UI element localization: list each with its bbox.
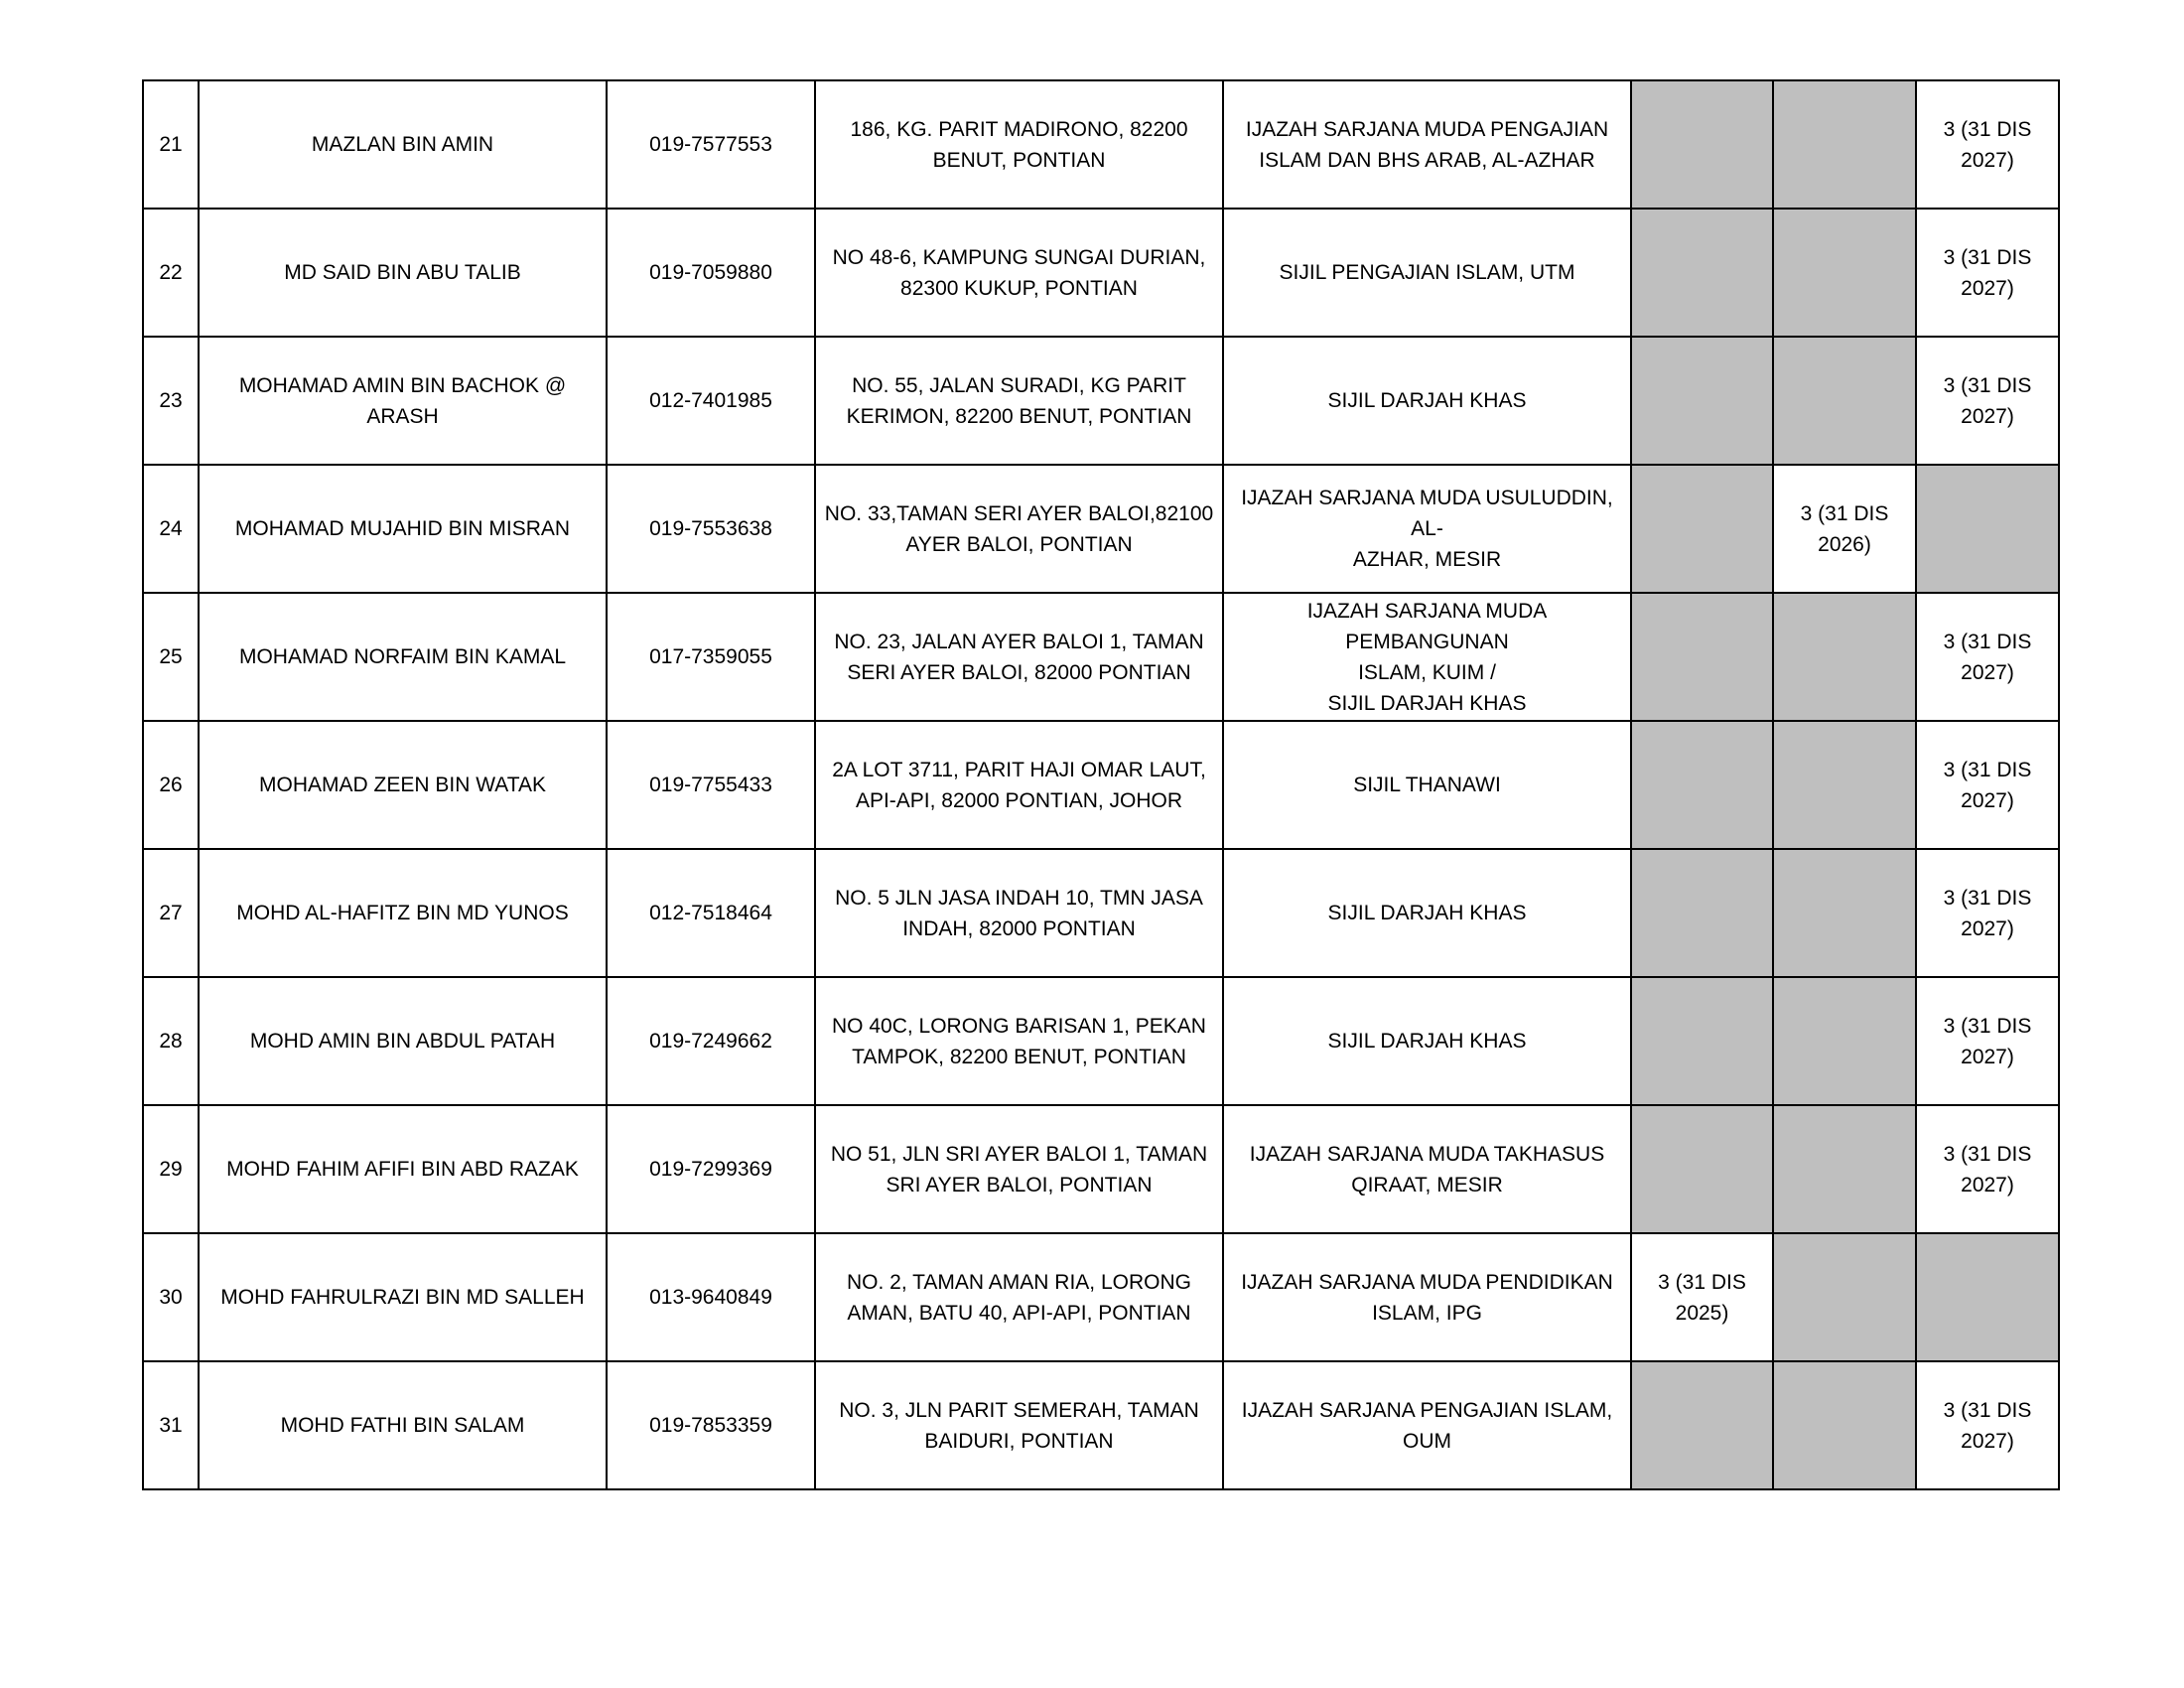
qualification: SIJIL PENGAJIAN ISLAM, UTM — [1223, 209, 1631, 337]
row-number: 27 — [143, 849, 199, 977]
term-2025-cell: 3 (31 DIS 2025) — [1631, 1233, 1773, 1361]
term-2026-cell — [1773, 721, 1916, 849]
member-name: MD SAID BIN ABU TALIB — [199, 209, 607, 337]
table-row — [143, 80, 2059, 209]
qualification: IJAZAH SARJANA PENGAJIAN ISLAM, OUM — [1223, 1361, 1631, 1489]
member-name: MOHD FATHI BIN SALAM — [199, 1361, 607, 1489]
member-name: MOHD FAHIM AFIFI BIN ABD RAZAK — [199, 1105, 607, 1233]
qualification: SIJIL DARJAH KHAS — [1223, 977, 1631, 1105]
qualification: IJAZAH SARJANA MUDA TAKHASUS QIRAAT, MESIR — [1223, 1105, 1631, 1233]
qualification: IJAZAH SARJANA MUDA PENGAJIAN ISLAM DAN BHS ARAB, AL-AZHAR — [1223, 80, 1631, 209]
qualification: SIJIL DARJAH KHAS — [1223, 337, 1631, 465]
term-2027-cell — [1916, 465, 2059, 593]
row-number: 21 — [143, 80, 199, 209]
term-2027-cell: 3 (31 DIS 2027) — [1916, 593, 2059, 721]
table-row — [143, 721, 2059, 849]
table-row — [143, 465, 2059, 593]
term-2025-cell — [1631, 849, 1773, 977]
address: NO. 23, JALAN AYER BALOI 1, TAMAN SERI AYER BALOI, 82000 PONTIAN — [815, 593, 1223, 721]
term-2026-cell: 3 (31 DIS 2026) — [1773, 465, 1916, 593]
address: 186, KG. PARIT MADIRONO, 82200 BENUT, PONTIAN — [815, 80, 1223, 209]
table-row — [143, 1233, 2059, 1361]
row-number: 24 — [143, 465, 199, 593]
term-2025-cell — [1631, 721, 1773, 849]
term-2026-cell — [1773, 80, 1916, 209]
term-2027-cell: 3 (31 DIS 2027) — [1916, 209, 2059, 337]
term-2027-cell — [1916, 1233, 2059, 1361]
row-number: 23 — [143, 337, 199, 465]
table-row — [143, 593, 2059, 721]
row-number: 29 — [143, 1105, 199, 1233]
term-2025-cell — [1631, 1361, 1773, 1489]
phone-number: 019-7299369 — [607, 1105, 815, 1233]
term-2026-cell — [1773, 1361, 1916, 1489]
member-name: MOHAMAD ZEEN BIN WATAK — [199, 721, 607, 849]
term-2026-cell — [1773, 593, 1916, 721]
table-row — [143, 977, 2059, 1105]
qualification: IJAZAH SARJANA MUDA USULUDDIN, AL- AZHAR, MESIR — [1223, 465, 1631, 593]
phone-number: 019-7249662 — [607, 977, 815, 1105]
term-2027-cell: 3 (31 DIS 2027) — [1916, 1361, 2059, 1489]
qualification: SIJIL DARJAH KHAS — [1223, 849, 1631, 977]
phone-number: 019-7577553 — [607, 80, 815, 209]
row-number: 22 — [143, 209, 199, 337]
table-row — [143, 849, 2059, 977]
address: NO. 5 JLN JASA INDAH 10, TMN JASA INDAH, 82000 PONTIAN — [815, 849, 1223, 977]
qualification: IJAZAH SARJANA MUDA PEMBANGUNAN ISLAM, KUIM / SIJIL DARJAH KHAS — [1223, 593, 1631, 721]
term-2025-cell — [1631, 593, 1773, 721]
address: 2A LOT 3711, PARIT HAJI OMAR LAUT, API-API, 82000 PONTIAN, JOHOR — [815, 721, 1223, 849]
address: NO. 55, JALAN SURADI, KG PARIT KERIMON, 82200 BENUT, PONTIAN — [815, 337, 1223, 465]
term-2025-cell — [1631, 337, 1773, 465]
term-2025-cell — [1631, 209, 1773, 337]
phone-number: 019-7059880 — [607, 209, 815, 337]
term-2027-cell: 3 (31 DIS 2027) — [1916, 977, 2059, 1105]
term-2025-cell — [1631, 80, 1773, 209]
member-name: MOHD AL-HAFITZ BIN MD YUNOS — [199, 849, 607, 977]
phone-number: 012-7401985 — [607, 337, 815, 465]
row-number: 30 — [143, 1233, 199, 1361]
member-name: MOHAMAD NORFAIM BIN KAMAL — [199, 593, 607, 721]
term-2027-cell: 3 (31 DIS 2027) — [1916, 1105, 2059, 1233]
term-2026-cell — [1773, 209, 1916, 337]
member-name: MOHAMAD AMIN BIN BACHOK @ ARASH — [199, 337, 607, 465]
address: NO 48-6, KAMPUNG SUNGAI DURIAN, 82300 KUKUP, PONTIAN — [815, 209, 1223, 337]
table-row — [143, 337, 2059, 465]
qualification: SIJIL THANAWI — [1223, 721, 1631, 849]
term-2027-cell: 3 (31 DIS 2027) — [1916, 721, 2059, 849]
term-2025-cell — [1631, 977, 1773, 1105]
table-row — [143, 1105, 2059, 1233]
address: NO 40C, LORONG BARISAN 1, PEKAN TAMPOK, 82200 BENUT, PONTIAN — [815, 977, 1223, 1105]
phone-number: 017-7359055 — [607, 593, 815, 721]
term-2026-cell — [1773, 849, 1916, 977]
term-2025-cell — [1631, 1105, 1773, 1233]
term-2025-cell — [1631, 465, 1773, 593]
row-number: 28 — [143, 977, 199, 1105]
qualification: IJAZAH SARJANA MUDA PENDIDIKAN ISLAM, IPG — [1223, 1233, 1631, 1361]
member-name: MOHD FAHRULRAZI BIN MD SALLEH — [199, 1233, 607, 1361]
member-name: MOHD AMIN BIN ABDUL PATAH — [199, 977, 607, 1105]
phone-number: 019-7853359 — [607, 1361, 815, 1489]
roster-table — [142, 79, 2060, 1490]
address: NO 51, JLN SRI AYER BALOI 1, TAMAN SRI AYER BALOI, PONTIAN — [815, 1105, 1223, 1233]
table-row — [143, 209, 2059, 337]
address: NO. 2, TAMAN AMAN RIA, LORONG AMAN, BATU 40, API-API, PONTIAN — [815, 1233, 1223, 1361]
roster-body — [143, 80, 2059, 1489]
phone-number: 012-7518464 — [607, 849, 815, 977]
term-2026-cell — [1773, 337, 1916, 465]
phone-number: 013-9640849 — [607, 1233, 815, 1361]
member-name: MAZLAN BIN AMIN — [199, 80, 607, 209]
term-2027-cell: 3 (31 DIS 2027) — [1916, 80, 2059, 209]
term-2027-cell: 3 (31 DIS 2027) — [1916, 849, 2059, 977]
term-2026-cell — [1773, 1233, 1916, 1361]
phone-number: 019-7755433 — [607, 721, 815, 849]
row-number: 31 — [143, 1361, 199, 1489]
phone-number: 019-7553638 — [607, 465, 815, 593]
address: NO. 3, JLN PARIT SEMERAH, TAMAN BAIDURI, PONTIAN — [815, 1361, 1223, 1489]
address: NO. 33,TAMAN SERI AYER BALOI,82100 AYER BALOI, PONTIAN — [815, 465, 1223, 593]
member-name: MOHAMAD MUJAHID BIN MISRAN — [199, 465, 607, 593]
term-2026-cell — [1773, 1105, 1916, 1233]
row-number: 25 — [143, 593, 199, 721]
term-2026-cell — [1773, 977, 1916, 1105]
term-2027-cell: 3 (31 DIS 2027) — [1916, 337, 2059, 465]
table-row — [143, 1361, 2059, 1489]
row-number: 26 — [143, 721, 199, 849]
